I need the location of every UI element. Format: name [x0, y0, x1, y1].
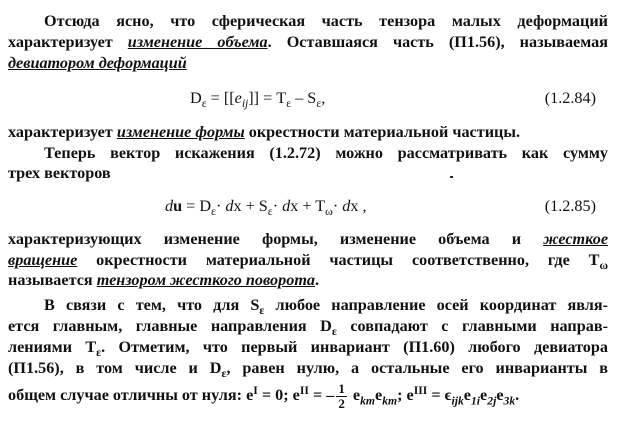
- eq-text: x + S: [233, 197, 268, 215]
- paragraph-line: [44, 11, 608, 31]
- eq-sub: ε: [316, 97, 322, 111]
- paragraph-line: [8, 358, 609, 381]
- text-span: , равен нулю, а остальные его инварианты в: [226, 359, 609, 377]
- text-span: e: [375, 386, 383, 405]
- text-span: = ϵ: [427, 386, 452, 405]
- text-span: ется главным, главные направления D: [8, 317, 332, 335]
- superscript: I: [253, 383, 258, 397]
- text-span: e: [463, 386, 471, 405]
- text-span: окрестности материальной частицы соответственно, где T: [77, 251, 600, 269]
- paragraph-line: [44, 295, 608, 318]
- eq-text: x ,: [350, 197, 367, 215]
- emphasis-text: вращение: [8, 251, 78, 269]
- eq-sub: ω: [325, 205, 333, 219]
- emphasis-text: изменение формы: [116, 123, 245, 141]
- eq-sub: ε: [286, 97, 292, 111]
- text-span: . Оставшаяся часть (П1.56), называемая: [267, 33, 609, 51]
- text-span: = –: [308, 386, 335, 405]
- fraction-denominator: 2: [338, 396, 345, 411]
- paragraph-line: [44, 143, 608, 163]
- text-span: совпадают с главными направ-: [336, 317, 608, 335]
- paragraph-line: [8, 337, 608, 360]
- eq-symbol: e: [234, 89, 242, 107]
- emphasis-text: изменение объема: [127, 33, 268, 51]
- scan-speck: [450, 176, 453, 178]
- eq-sub: ε: [211, 205, 216, 219]
- eq-text: ·: [332, 197, 343, 215]
- equation-1-2-84: [190, 87, 325, 109]
- eq-text: ,: [321, 89, 326, 107]
- eq-symbol: d: [225, 197, 234, 215]
- subscript: ω: [599, 259, 608, 273]
- subscript: ε: [96, 346, 102, 360]
- eq-symbol: d: [342, 197, 351, 215]
- eq-text: = D: [182, 197, 212, 215]
- equation-1-2-85: [165, 195, 367, 217]
- subscript: km: [382, 394, 398, 408]
- eq-text: – S: [291, 89, 317, 107]
- text-span: e: [348, 386, 361, 405]
- text-span: общем случае отличны от нуля: e: [8, 386, 254, 405]
- text-span: Теперь вектор искажения (1.2.72) можно рассматривать как сумму: [44, 144, 608, 162]
- emphasis-text: жесткое: [543, 230, 609, 248]
- text-span: лениями T: [8, 338, 97, 356]
- eq-text: ·: [272, 197, 283, 215]
- subscript: ε: [259, 304, 265, 318]
- subscript: 2j: [487, 394, 497, 408]
- text-span: = 0; e: [257, 386, 300, 405]
- emphasis-text: тензором жесткого поворота: [96, 271, 316, 289]
- text-span: любое направление осей координат явля-: [264, 296, 608, 314]
- text-span: e: [496, 386, 504, 405]
- paragraph-line: [8, 270, 319, 290]
- text-span: В связи с тем, что для S: [44, 296, 260, 314]
- eq-sub: ε: [267, 205, 273, 219]
- subscript: km: [360, 394, 375, 408]
- eq-text: x + T: [290, 197, 326, 215]
- superscript: II: [299, 383, 309, 397]
- subscript: 1i: [470, 394, 481, 408]
- text-span: . Отметим, что первый инвариант (П1.60) любого девиатора: [101, 338, 608, 356]
- text-span: характеризует: [8, 33, 113, 51]
- text-span: .: [515, 386, 520, 405]
- text-span: ; e: [397, 386, 414, 405]
- text-span: называется: [8, 271, 93, 289]
- text-span: окрестности материальной частицы.: [244, 123, 521, 141]
- paragraph-line: [8, 229, 608, 249]
- fraction-numerator: 1: [338, 381, 345, 396]
- text-span: e: [480, 386, 488, 405]
- paragraph-line: [8, 32, 608, 52]
- subscript: 3k: [503, 394, 516, 408]
- text-span: трех векторов: [8, 164, 111, 182]
- text-span: характеризует: [8, 123, 113, 141]
- equation-number: (1.2.85): [544, 197, 596, 215]
- paragraph-line: [8, 122, 520, 142]
- paragraph-line: [8, 250, 608, 273]
- eq-symbol: d: [165, 197, 174, 215]
- text-span: характеризующих изменение формы, изменение объема и: [8, 230, 522, 248]
- text-span: (П1.56), в том числе и D: [8, 359, 222, 377]
- paragraph-line: [8, 316, 608, 339]
- eq-symbol: D: [190, 89, 202, 107]
- subscript: ε: [331, 325, 337, 339]
- subscript: ε: [221, 367, 227, 381]
- paragraph-line-invariants: [8, 382, 519, 411]
- eq-symbol: u: [173, 197, 183, 215]
- eq-text: ·: [215, 197, 226, 215]
- subscript: ijk: [451, 394, 464, 408]
- paragraph-line: [8, 163, 111, 183]
- equation-number: (1.2.84): [544, 89, 596, 107]
- paragraph-line: [8, 53, 187, 73]
- emphasis-text: девиатором деформаций: [8, 54, 187, 72]
- eq-symbol: d: [282, 197, 291, 215]
- text-span: Отсюда ясно, что сферическая часть тензора малых деформаций: [44, 12, 608, 30]
- superscript: III: [413, 383, 428, 397]
- eq-text: = [[: [206, 89, 235, 107]
- fraction-one-half: [336, 382, 347, 411]
- eq-sub: ij: [241, 97, 249, 111]
- text-span: .: [315, 271, 320, 289]
- eq-sub: ε: [201, 97, 207, 111]
- eq-text: ]] = T: [248, 89, 287, 107]
